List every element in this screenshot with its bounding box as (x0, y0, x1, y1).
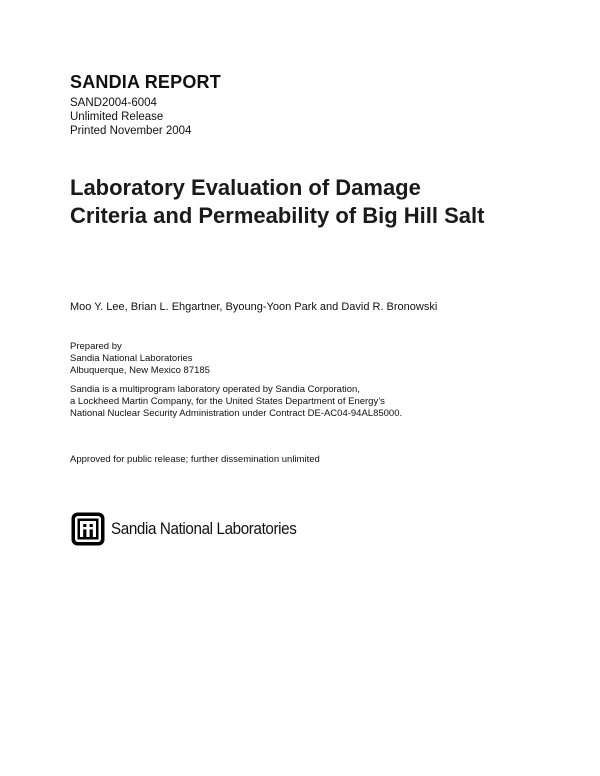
report-number: SAND2004-6004 (70, 97, 157, 109)
report-meta (70, 96, 191, 138)
report-title (70, 174, 570, 230)
author-list: Moo Y. Lee, Brian L. Ehgartner, Byoung-Yoon Park and David R. Bronowski (70, 301, 438, 313)
report-type-heading: SANDIA REPORT (70, 72, 221, 92)
release-status: Unlimited Release (70, 111, 164, 123)
prepared-by-label: Prepared by (70, 341, 122, 352)
print-date: Printed November 2004 (70, 125, 192, 137)
sandia-logo (71, 512, 313, 546)
title-line-2: Criteria and Permeability of Big Hill Salt (70, 203, 485, 228)
prepared-by-org: Sandia National Laboratories (70, 353, 193, 364)
title-line-1: Laboratory Evaluation of Damage (70, 175, 421, 200)
operator-line-1: Sandia is a multiprogram laboratory operated by Sandia Corporation, (70, 384, 360, 395)
operator-statement (70, 384, 402, 420)
operator-line-3: National Nuclear Security Administration under Contract DE-AC04-94AL85000. (70, 408, 403, 419)
prepared-by-block (70, 341, 210, 377)
operator-line-2: a Lockheed Martin Company, for the United States Department of Energy’s (70, 396, 385, 407)
sandia-thunderbird-logo-icon (71, 512, 105, 546)
approval-statement: Approved for public release; further dissemination unlimited (70, 454, 320, 465)
prepared-by-address: Albuquerque, New Mexico 87185 (70, 365, 210, 376)
sandia-logo-text: Sandia National Laboratories (111, 519, 297, 538)
